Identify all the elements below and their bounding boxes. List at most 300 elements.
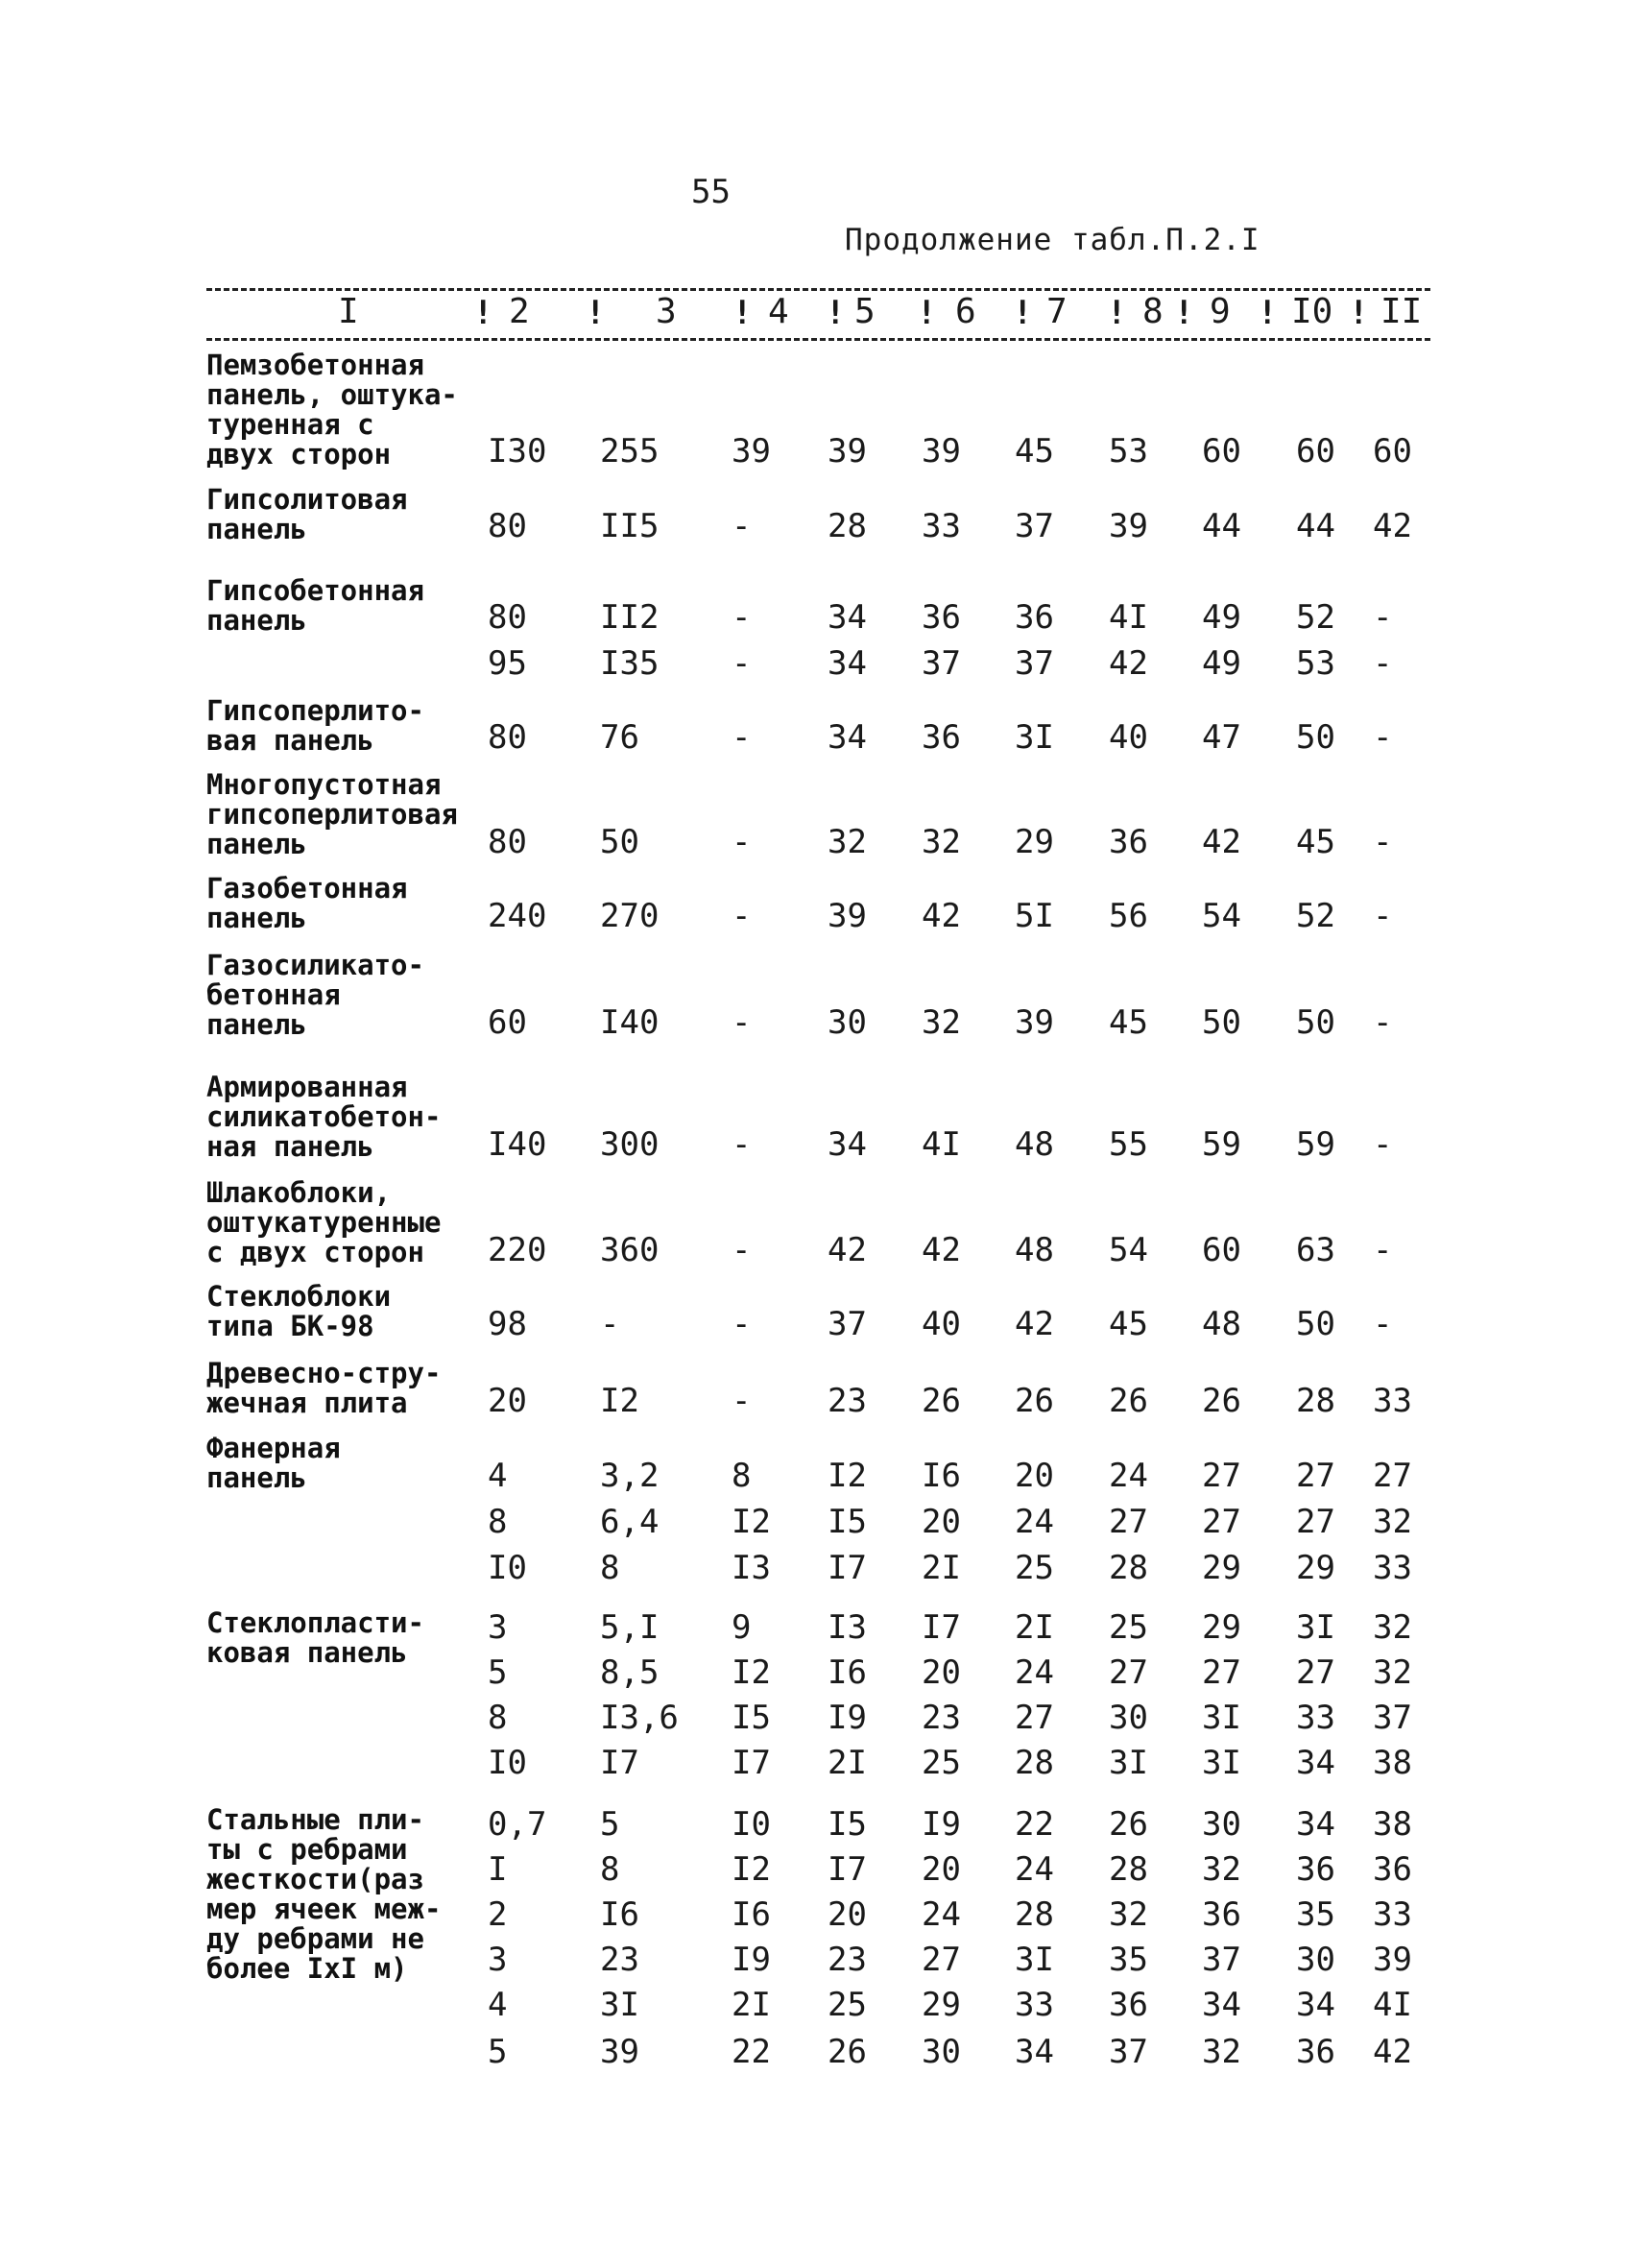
cell: 48 [1015,1231,1054,1269]
cell: 42 [922,897,961,935]
cell: 30 [1296,1941,1335,1979]
cell: 95 [488,644,527,683]
cell: 255 [600,432,660,470]
cell: 48 [1202,1305,1241,1343]
table-row [0,2033,1632,2071]
cell: 60 [1373,432,1412,470]
cell: 36 [1109,1986,1148,2024]
cell: I9 [922,1805,961,1844]
cell: 36 [1109,823,1148,861]
table-row [0,1895,1632,1934]
cell: 39 [1015,1003,1054,1042]
table-row [0,1744,1632,1782]
cell: 28 [1015,1744,1054,1782]
cell: 29 [1202,1608,1241,1647]
cell: 8 [732,1457,752,1495]
table-row [0,1608,1632,1647]
cell: I5 [732,1699,771,1737]
cell: 34 [1015,2033,1054,2071]
cell: - [1373,1231,1393,1269]
cell: 37 [922,644,961,683]
cell: - [1373,1003,1393,1042]
cell: 32 [1109,1895,1148,1934]
cell: 34 [1296,1744,1335,1782]
cell: II2 [600,598,660,637]
table-row [0,1125,1632,1164]
cell: 3 [488,1941,508,1979]
table-row [0,1805,1632,1844]
cell: 37 [1015,644,1054,683]
material-name: Гипсолитовая панель [206,483,408,545]
cell: 53 [1109,432,1148,470]
table-caption: Продолжение табл.П.2.I [845,223,1260,257]
cell: - [1373,1305,1393,1343]
cell: 80 [488,718,527,757]
cell: I2 [732,1850,771,1889]
table-row [0,1941,1632,1979]
cell: 39 [828,432,867,470]
cell: 4 [488,1986,508,2024]
cell: 2I [828,1744,867,1782]
cell: 37 [1202,1941,1241,1979]
cell: 39 [1109,507,1148,545]
cell: 53 [1296,644,1335,683]
cell: 80 [488,598,527,637]
cell: 8 [600,1850,620,1889]
cell: 3I [600,1986,639,2024]
material-name: Армированная силикатобетон- ная панель [206,1071,442,1163]
cell: 45 [1015,432,1054,470]
table-row [0,1457,1632,1495]
cell: 37 [1015,507,1054,545]
table-row [0,1382,1632,1420]
cell: 54 [1109,1231,1148,1269]
cell: 2 [488,1895,508,1934]
header-col-5: 5 [854,292,876,331]
cell: 80 [488,823,527,861]
cell: 39 [922,432,961,470]
cell: 50 [1202,1003,1241,1042]
cell: 38 [1373,1805,1412,1844]
table-row [0,1231,1632,1269]
cell: 23 [600,1941,639,1979]
header-col-4: 4 [768,292,789,331]
cell: 23 [828,1941,867,1979]
cell: I3 [732,1549,771,1587]
cell: I7 [732,1744,771,1782]
cell: 30 [1202,1805,1241,1844]
cell: - [732,598,752,637]
cell: - [732,644,752,683]
cell: 20 [922,1850,961,1889]
cell: I35 [600,644,660,683]
cell: I40 [488,1125,547,1164]
cell: 360 [600,1231,660,1269]
table-row [0,1003,1632,1042]
cell: 45 [1109,1305,1148,1343]
cell: 44 [1296,507,1335,545]
cell: 27 [1296,1503,1335,1541]
cell: 27 [1373,1457,1412,1495]
cell: 2I [1015,1608,1054,1647]
cell: 26 [1015,1382,1054,1420]
table-row [0,1986,1632,2024]
cell: 42 [828,1231,867,1269]
cell: 24 [1015,1503,1054,1541]
cell: 36 [1296,1850,1335,1889]
cell: 0,7 [488,1805,547,1844]
cell: 26 [828,2033,867,2071]
cell: 59 [1202,1125,1241,1164]
header-col-1: I [338,292,359,331]
cell: 60 [1296,432,1335,470]
material-name: Стеклопласти- ковая панель [206,1606,424,1669]
cell: 8,5 [600,1653,660,1692]
material-name: Древесно-стру- жечная плита [206,1357,442,1419]
header-separator: ! [917,294,937,332]
cell: 3I [1015,1941,1054,1979]
cell: 36 [1296,2033,1335,2071]
table-row [0,1549,1632,1587]
cell: 23 [922,1699,961,1737]
cell: 27 [922,1941,961,1979]
cell: 2I [922,1549,961,1587]
header-col-2: 2 [509,292,530,331]
cell: 3 [488,1608,508,1647]
cell: 42 [1373,507,1412,545]
cell: 60 [1202,1231,1241,1269]
cell: 23 [828,1382,867,1420]
header-col-11: II [1380,292,1423,331]
material-name: Газосиликато- бетонная панель [206,949,424,1041]
cell: 27 [1202,1457,1241,1495]
cell: 29 [1015,823,1054,861]
cell: 56 [1109,897,1148,935]
cell: 33 [922,507,961,545]
cell: 34 [828,644,867,683]
table-row [0,1653,1632,1692]
cell: II5 [600,507,660,545]
cell: 30 [922,2033,961,2071]
cell: 35 [1109,1941,1148,1979]
header-separator: ! [1349,294,1369,332]
cell: 76 [600,718,639,757]
cell: 38 [1373,1744,1412,1782]
cell: I0 [732,1805,771,1844]
header-separator: ! [1258,294,1278,332]
cell: 3I [1109,1744,1148,1782]
cell: 25 [922,1744,961,1782]
cell: 33 [1373,1895,1412,1934]
header-separator: ! [1107,294,1127,332]
cell: 32 [1373,1503,1412,1541]
table-row [0,644,1632,683]
cell: 34 [1202,1986,1241,2024]
cell: 52 [1296,897,1335,935]
cell: 5 [488,1653,508,1692]
cell: 4I [1373,1986,1412,2024]
cell: 27 [1109,1503,1148,1541]
cell: 4 [488,1457,508,1495]
table-header [0,288,1632,338]
cell: 34 [828,1125,867,1164]
cell: I6 [828,1653,867,1692]
material-name: Пемзобетонная панель, оштука- туренная с двух сторон [206,349,458,470]
cell: I6 [732,1895,771,1934]
cell: 33 [1373,1549,1412,1587]
cell: 25 [1109,1608,1148,1647]
cell: I2 [732,1503,771,1541]
cell: 42 [922,1231,961,1269]
cell: 240 [488,897,547,935]
cell: 42 [1202,823,1241,861]
cell: 28 [828,507,867,545]
header-separator: ! [1013,294,1033,332]
cell: - [1373,644,1393,683]
cell: I30 [488,432,547,470]
cell: I0 [488,1549,527,1587]
material-name: Шлакоблоки, оштукатуренные с двух сторон [206,1176,442,1268]
cell: 3,2 [600,1457,660,1495]
cell: 27 [1015,1699,1054,1737]
cell: 22 [1015,1805,1054,1844]
table-row [0,432,1632,470]
cell: 32 [922,823,961,861]
header-col-9: 9 [1210,292,1231,331]
header-separator: ! [826,294,846,332]
cell: 3I [1015,718,1054,757]
cell: 20 [1015,1457,1054,1495]
cell: 5,I [600,1608,660,1647]
cell: 47 [1202,718,1241,757]
header-separator: ! [1174,294,1194,332]
cell: 8 [488,1503,508,1541]
header-separator: ! [586,294,606,332]
cell: 24 [1109,1457,1148,1495]
cell: 28 [1015,1895,1054,1934]
cell: 49 [1202,598,1241,637]
cell: 59 [1296,1125,1335,1164]
cell: 2I [732,1986,771,2024]
cell: 3I [1202,1699,1241,1737]
table-row [0,1699,1632,1737]
cell: 30 [1109,1699,1148,1737]
cell: 32 [1202,1850,1241,1889]
cell: 48 [1015,1125,1054,1164]
cell: 6,4 [600,1503,660,1541]
cell: 5 [488,2033,508,2071]
cell: 54 [1202,897,1241,935]
cell: 35 [1296,1895,1335,1934]
cell: 27 [1202,1653,1241,1692]
table-row [0,1850,1632,1889]
cell: 20 [922,1503,961,1541]
cell: 20 [922,1653,961,1692]
cell: 4I [922,1125,961,1164]
cell: 40 [1109,718,1148,757]
cell: - [732,1125,752,1164]
cell: 300 [600,1125,660,1164]
cell: 32 [828,823,867,861]
cell: 36 [1015,598,1054,637]
cell: 28 [1109,1549,1148,1587]
cell: 3I [1202,1744,1241,1782]
cell: - [1373,1125,1393,1164]
cell: 34 [828,598,867,637]
header-bottom-rule [206,338,1430,341]
cell: 27 [1296,1653,1335,1692]
cell: 20 [828,1895,867,1934]
cell: 44 [1202,507,1241,545]
material-name: Стеклоблоки типа БК-98 [206,1280,392,1342]
cell: 50 [1296,1305,1335,1343]
cell: 220 [488,1231,547,1269]
cell: 5I [1015,897,1054,935]
material-name: Стальные пли- ты с ребрами жесткости(раз мер ячеек меж- ду ребрами не более IxI м) [206,1803,442,1985]
cell: 45 [1296,823,1335,861]
cell: I [488,1850,508,1889]
cell: 28 [1109,1850,1148,1889]
cell: 50 [600,823,639,861]
header-col-7: 7 [1046,292,1068,331]
cell: 33 [1296,1699,1335,1737]
table-row [0,1305,1632,1343]
cell: I0 [488,1744,527,1782]
cell: - [1373,823,1393,861]
cell: 27 [1109,1653,1148,1692]
cell: - [732,1305,752,1343]
cell: 50 [1296,1003,1335,1042]
cell: I2 [732,1653,771,1692]
cell: 49 [1202,644,1241,683]
cell: 37 [1109,2033,1148,2071]
cell: 26 [922,1382,961,1420]
cell: - [1373,598,1393,637]
cell: 29 [1296,1549,1335,1587]
cell: I2 [600,1382,639,1420]
cell: 39 [1373,1941,1412,1979]
cell: 36 [922,598,961,637]
table-row [0,1503,1632,1541]
cell: 33 [1015,1986,1054,2024]
cell: - [600,1305,620,1343]
cell: 33 [1373,1382,1412,1420]
cell: 42 [1015,1305,1054,1343]
cell: - [732,718,752,757]
table-row [0,598,1632,637]
cell: 30 [828,1003,867,1042]
cell: 24 [922,1895,961,1934]
cell: I6 [600,1895,639,1934]
cell: I7 [828,1850,867,1889]
cell: I5 [828,1805,867,1844]
material-name: Гипсобетонная панель [206,574,424,637]
cell: 32 [1202,2033,1241,2071]
cell: 34 [1296,1805,1335,1844]
cell: 26 [1109,1382,1148,1420]
material-name: Многопустотная гипсоперлитовая панель [206,768,458,860]
cell: I7 [828,1549,867,1587]
cell: 37 [828,1305,867,1343]
cell: 8 [488,1699,508,1737]
cell: 40 [922,1305,961,1343]
cell: I7 [600,1744,639,1782]
header-col-8: 8 [1142,292,1164,331]
cell: 36 [1202,1895,1241,1934]
cell: 25 [1015,1549,1054,1587]
cell: 26 [1109,1805,1148,1844]
cell: 55 [1109,1125,1148,1164]
cell: 3I [1296,1608,1335,1647]
cell: I2 [828,1457,867,1495]
cell: - [1373,718,1393,757]
header-col-6: 6 [955,292,976,331]
cell: - [732,897,752,935]
cell: 4I [1109,598,1148,637]
cell: 98 [488,1305,527,1343]
cell: I9 [828,1699,867,1737]
cell: 32 [922,1003,961,1042]
cell: 39 [600,2033,639,2071]
cell: 29 [922,1986,961,2024]
header-separator: ! [732,294,753,332]
cell: 27 [1202,1503,1241,1541]
cell: I5 [828,1503,867,1541]
cell: 22 [732,2033,771,2071]
cell: 270 [600,897,660,935]
cell: 50 [1296,718,1335,757]
cell: I3 [828,1608,867,1647]
cell: - [732,1231,752,1269]
header-col-10: I0 [1291,292,1333,331]
cell: 34 [1296,1986,1335,2024]
cell: I9 [732,1941,771,1979]
cell: 8 [600,1549,620,1587]
cell: 29 [1202,1549,1241,1587]
cell: I6 [922,1457,961,1495]
cell: 36 [1373,1850,1412,1889]
cell: 36 [922,718,961,757]
cell: - [732,507,752,545]
cell: 52 [1296,598,1335,637]
header-separator: ! [473,294,493,332]
cell: 63 [1296,1231,1335,1269]
cell: 28 [1296,1382,1335,1420]
cell: 45 [1109,1003,1148,1042]
cell: 60 [488,1003,527,1042]
cell: 39 [828,897,867,935]
cell: 80 [488,507,527,545]
header-col-3: 3 [656,292,677,331]
cell: - [732,823,752,861]
table-row [0,507,1632,545]
cell: 20 [488,1382,527,1420]
table-row [0,823,1632,861]
material-name: Фанерная панель [206,1432,341,1494]
cell: 34 [828,718,867,757]
material-name: Газобетонная панель [206,872,408,934]
cell: 42 [1373,2033,1412,2071]
cell: 32 [1373,1608,1412,1647]
cell: 24 [1015,1850,1054,1889]
cell: - [1373,897,1393,935]
cell: 26 [1202,1382,1241,1420]
cell: I7 [922,1608,961,1647]
cell: 42 [1109,644,1148,683]
cell: 39 [732,432,771,470]
cell: 27 [1296,1457,1335,1495]
cell: 24 [1015,1653,1054,1692]
